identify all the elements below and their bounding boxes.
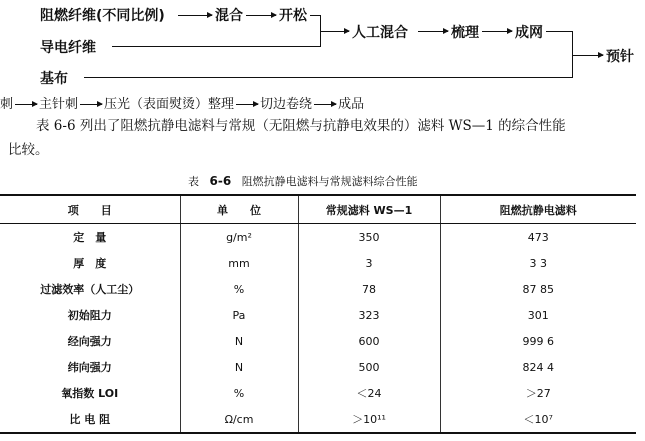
row-unit: Pa: [180, 302, 298, 328]
table-row: [0, 276, 636, 302]
table-row: [0, 354, 636, 380]
row-flame-value: 824 4: [440, 354, 636, 380]
header-item: 项 目: [0, 195, 180, 224]
flow-step-mix: 混合: [215, 8, 243, 24]
row-unit: %: [180, 380, 298, 406]
row-label: 氧指数 LOI: [61, 387, 119, 400]
arrow-to-card: [418, 31, 448, 32]
seq-arrow-icon: [80, 104, 102, 105]
flow-step-manual-mix: 人工混合: [352, 25, 408, 41]
process-sequence: [0, 93, 364, 112]
arrow-to-manual-mix: [321, 31, 349, 32]
flow-step-pre-needle: 预针: [606, 49, 634, 65]
flow-input-base-fabric: 基布: [40, 71, 68, 87]
row-flame-value: ＜10⁷: [440, 406, 636, 433]
seq-item-5: 成品: [338, 97, 365, 112]
row-unit: N: [180, 354, 298, 380]
row-flame-value: 3 3: [440, 250, 636, 276]
row-regular-value: ＞10¹¹: [298, 406, 440, 433]
row-flame-value: 87 85: [440, 276, 636, 302]
seq-arrow-icon: [15, 104, 37, 105]
row-label: 初始阻力: [67, 309, 112, 322]
paragraph-line-2: 比较。: [8, 142, 49, 158]
arrow-to-mix: [178, 15, 212, 16]
row-regular-value: ＜24: [298, 380, 440, 406]
caption-prefix: 表: [188, 175, 199, 188]
row-unit: Ω/cm: [180, 406, 298, 433]
row-regular-value: 78: [298, 276, 440, 302]
row-regular-value: 323: [298, 302, 440, 328]
table-row: [0, 302, 636, 328]
row-flame-value: 301: [440, 302, 636, 328]
comparison-table: [0, 194, 636, 434]
row-label: 比 电 阻: [69, 413, 111, 426]
connector-conductive: [112, 46, 320, 47]
header-flame-antistatic-filter: 阻燃抗静电滤料: [440, 195, 636, 224]
seq-arrow-icon: [236, 104, 258, 105]
header-unit: 单 位: [180, 195, 298, 224]
caption-number: 6-6: [209, 174, 232, 188]
table-row: [0, 328, 636, 354]
seq-item-2: 主针刺: [39, 97, 79, 112]
seq-item-4: 切边卷绕: [260, 97, 313, 112]
row-regular-value: 600: [298, 328, 440, 354]
row-flame-value: 473: [440, 224, 636, 251]
row-unit: %: [180, 276, 298, 302]
row-label: 厚 度: [73, 257, 107, 270]
connector-base-fabric: [84, 77, 572, 78]
header-regular-filter: 常规滤料 WS—1: [298, 195, 440, 224]
table-header-row: [0, 195, 636, 224]
flow-step-open: 开松: [279, 8, 307, 24]
row-regular-value: 350: [298, 224, 440, 251]
row-flame-value: 999 6: [440, 328, 636, 354]
table-row: [0, 380, 636, 406]
flow-step-web: 成网: [515, 25, 543, 41]
seq-arrow-icon: [314, 104, 336, 105]
connector-web-right: [546, 31, 572, 32]
arrow-to-web: [482, 31, 512, 32]
flow-input-conductive-fiber: 导电纤维: [40, 40, 96, 56]
row-unit: N: [180, 328, 298, 354]
arrow-to-needle: [573, 55, 603, 56]
table-row: [0, 406, 636, 433]
row-label: 纬向强力: [67, 361, 112, 374]
table-caption: [188, 173, 418, 189]
seq-item-1: 刺: [0, 97, 14, 112]
table-row: [0, 224, 636, 251]
row-unit: g/m²: [180, 224, 298, 251]
caption-title: 阻燃抗静电滤料与常规滤料综合性能: [241, 175, 418, 188]
row-regular-value: 3: [298, 250, 440, 276]
connector-open-right: [310, 15, 320, 16]
row-regular-value: 500: [298, 354, 440, 380]
flow-input-flame-retardant-fiber: 阻燃纤维(不同比例): [40, 8, 165, 24]
paragraph-line-1: 表 6-6 列出了阻燃抗静电滤料与常规（无阻燃与抗静电效果的）滤料 WS—1 的综合性能: [36, 118, 566, 134]
row-label: 过滤效率（人工尘）: [40, 283, 140, 296]
seq-item-3: 压光（表面熨烫）整理: [104, 97, 235, 112]
flow-step-card: 梳理: [451, 25, 479, 41]
row-label: 经向强力: [67, 335, 112, 348]
row-flame-value: ＞27: [440, 380, 636, 406]
arrow-to-open: [246, 15, 276, 16]
row-label: 定 量: [73, 231, 107, 244]
row-unit: mm: [180, 250, 298, 276]
table-row: [0, 250, 636, 276]
